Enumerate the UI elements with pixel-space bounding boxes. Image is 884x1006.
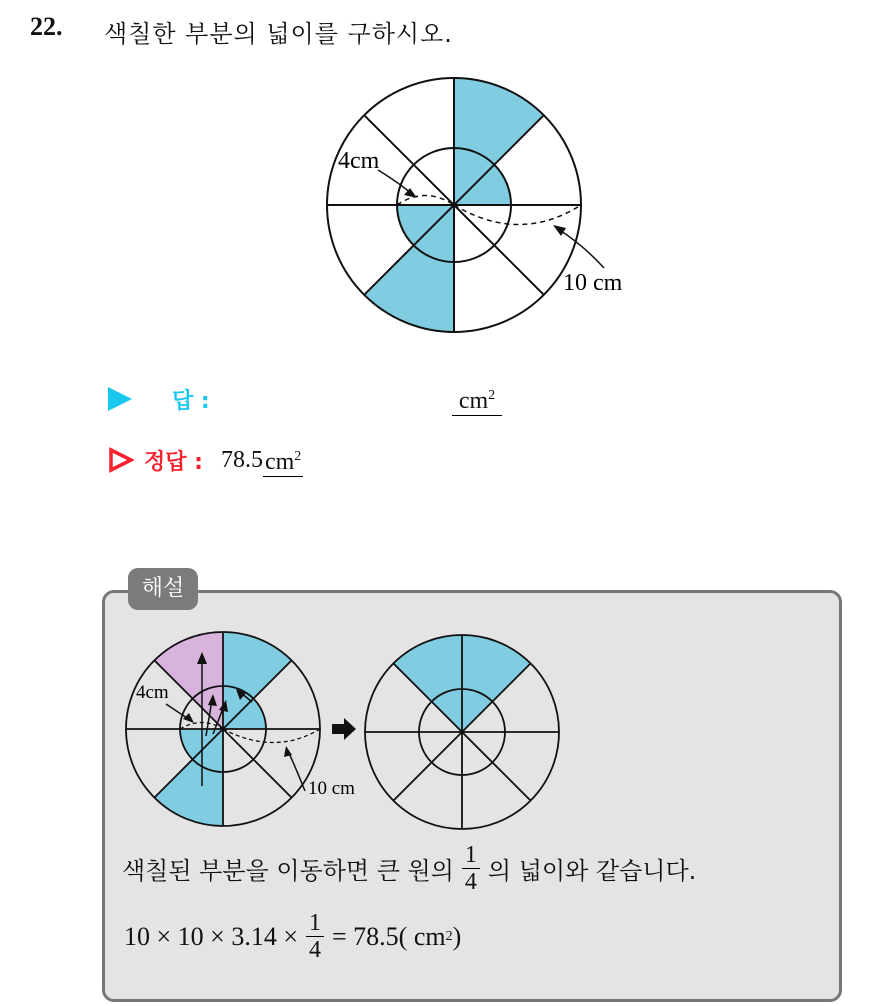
- correct-unit-wrap: [263, 443, 303, 477]
- correct-value: 78.5: [220, 446, 263, 473]
- line1-after: 의 넓이와 같습니다.: [487, 857, 697, 885]
- answer-row: [108, 382, 210, 416]
- solid-triangle-icon: [108, 387, 132, 411]
- answer-label: 답 :: [172, 388, 210, 414]
- explanation-figure-right: [362, 632, 562, 832]
- line2-exp: 2: [445, 928, 453, 944]
- correct-unit-exp: 2: [294, 449, 302, 464]
- fraction-numerator: 1: [306, 910, 324, 937]
- correct-answer-row: [108, 442, 303, 478]
- question-figure: [320, 74, 640, 336]
- radius-large-dashes: [454, 205, 581, 225]
- label-large-radius: 10 cm: [308, 778, 355, 799]
- line2-after: = 78.5( cm: [332, 921, 446, 951]
- fraction-denominator: 4: [309, 937, 321, 963]
- question-number: 22.: [30, 12, 63, 41]
- explanation-line-1: [122, 842, 696, 895]
- line2-close: ): [452, 921, 462, 951]
- outline-triangle-icon: [108, 447, 134, 473]
- label-small-radius: 4cm: [136, 682, 169, 703]
- explanation-line-2: [124, 910, 461, 963]
- right-arrow-icon: [332, 718, 356, 740]
- correct-label: 정답 :: [144, 449, 203, 475]
- fraction-quarter-2: [306, 910, 324, 963]
- line1-before: 색칠된 부분을 이동하면 큰 원의: [122, 857, 454, 885]
- label-small-radius: 4cm: [338, 148, 380, 174]
- question-text: 색칠한 부분의 넓이를 구하시오.: [104, 20, 453, 48]
- fraction-numerator: 1: [462, 842, 480, 869]
- label-large-radius: 10 cm: [563, 270, 623, 296]
- answer-blank[interactable]: [452, 382, 502, 416]
- fraction-quarter: [462, 842, 480, 895]
- answer-unit: cm: [458, 388, 489, 414]
- answer-unit-exp: 2: [488, 388, 496, 403]
- explanation-tag: 해설: [128, 568, 198, 610]
- correct-unit: cm: [264, 449, 295, 475]
- fraction-denominator: 4: [464, 869, 477, 895]
- line2-before: 10 × 10 × 3.14 ×: [124, 921, 298, 951]
